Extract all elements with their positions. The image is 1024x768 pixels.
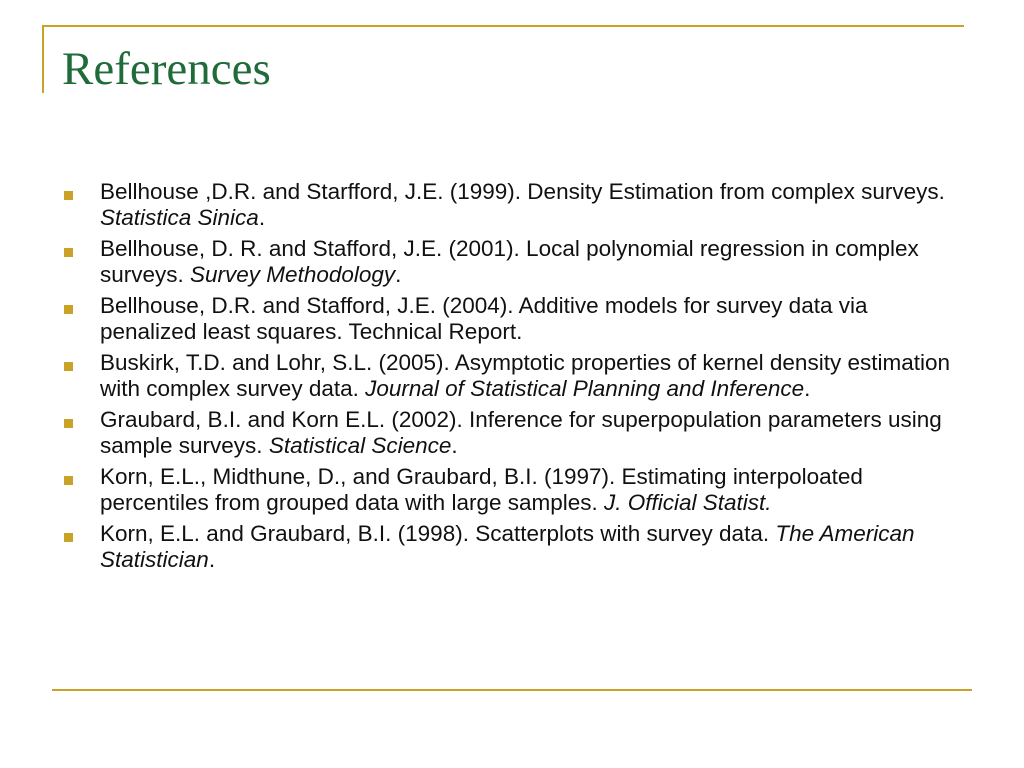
reference-source: Statistica Sinica [100,205,259,230]
reference-text: Korn, E.L., Midthune, D., and Graubard, B.I. (1997). Estimating interpoloated percentiles from grouped data with large samples. J. Official Statist. [100,464,863,515]
reference-item [62,293,967,345]
reference-item [62,179,967,231]
reference-source: Statistical Science [268,433,452,458]
footer-rule [52,689,972,691]
square-bullet-icon [64,191,73,200]
reference-item [62,236,967,288]
reference-text: Graubard, B.I. and Korn E.L. (2002). Inference for superpopulation parameters using sample surveys. Statistical Science. [100,407,942,458]
reference-text: Bellhouse ,D.R. and Starfford, J.E. (1999). Density Estimation from complex surveys. Statistica Sinica. [100,179,945,230]
reference-item [62,521,967,573]
slide-title: References [62,43,271,95]
reference-item [62,350,967,402]
square-bullet-icon [64,533,73,542]
reference-source: J. Official Statist. [604,490,772,515]
square-bullet-icon [64,419,73,428]
reference-list [62,179,967,578]
square-bullet-icon [64,248,73,257]
reference-text: Bellhouse, D.R. and Stafford, J.E. (2004). Additive models for survey data via penalized least squares. Technical Report. [100,293,868,344]
square-bullet-icon [64,305,73,314]
frame-vertical-rule [42,25,44,93]
reference-source: The American Statistician [100,521,915,572]
reference-text: Korn, E.L. and Graubard, B.I. (1998). Scatterplots with survey data. The American Statistician. [100,521,915,572]
reference-item [62,407,967,459]
square-bullet-icon [64,476,73,485]
reference-text: Buskirk, T.D. and Lohr, S.L. (2005). Asymptotic properties of kernel density estimation with complex survey data. Journal of Statistical Planning and Inference. [100,350,950,401]
reference-text: Bellhouse, D. R. and Stafford, J.E. (2001). Local polynomial regression in complex surveys. Survey Methodology. [100,236,919,287]
frame-top-rule [42,25,964,27]
square-bullet-icon [64,362,73,371]
reference-source: Survey Methodology [190,262,396,287]
reference-item [62,464,967,516]
reference-source: Journal of Statistical Planning and Inference [365,376,805,401]
